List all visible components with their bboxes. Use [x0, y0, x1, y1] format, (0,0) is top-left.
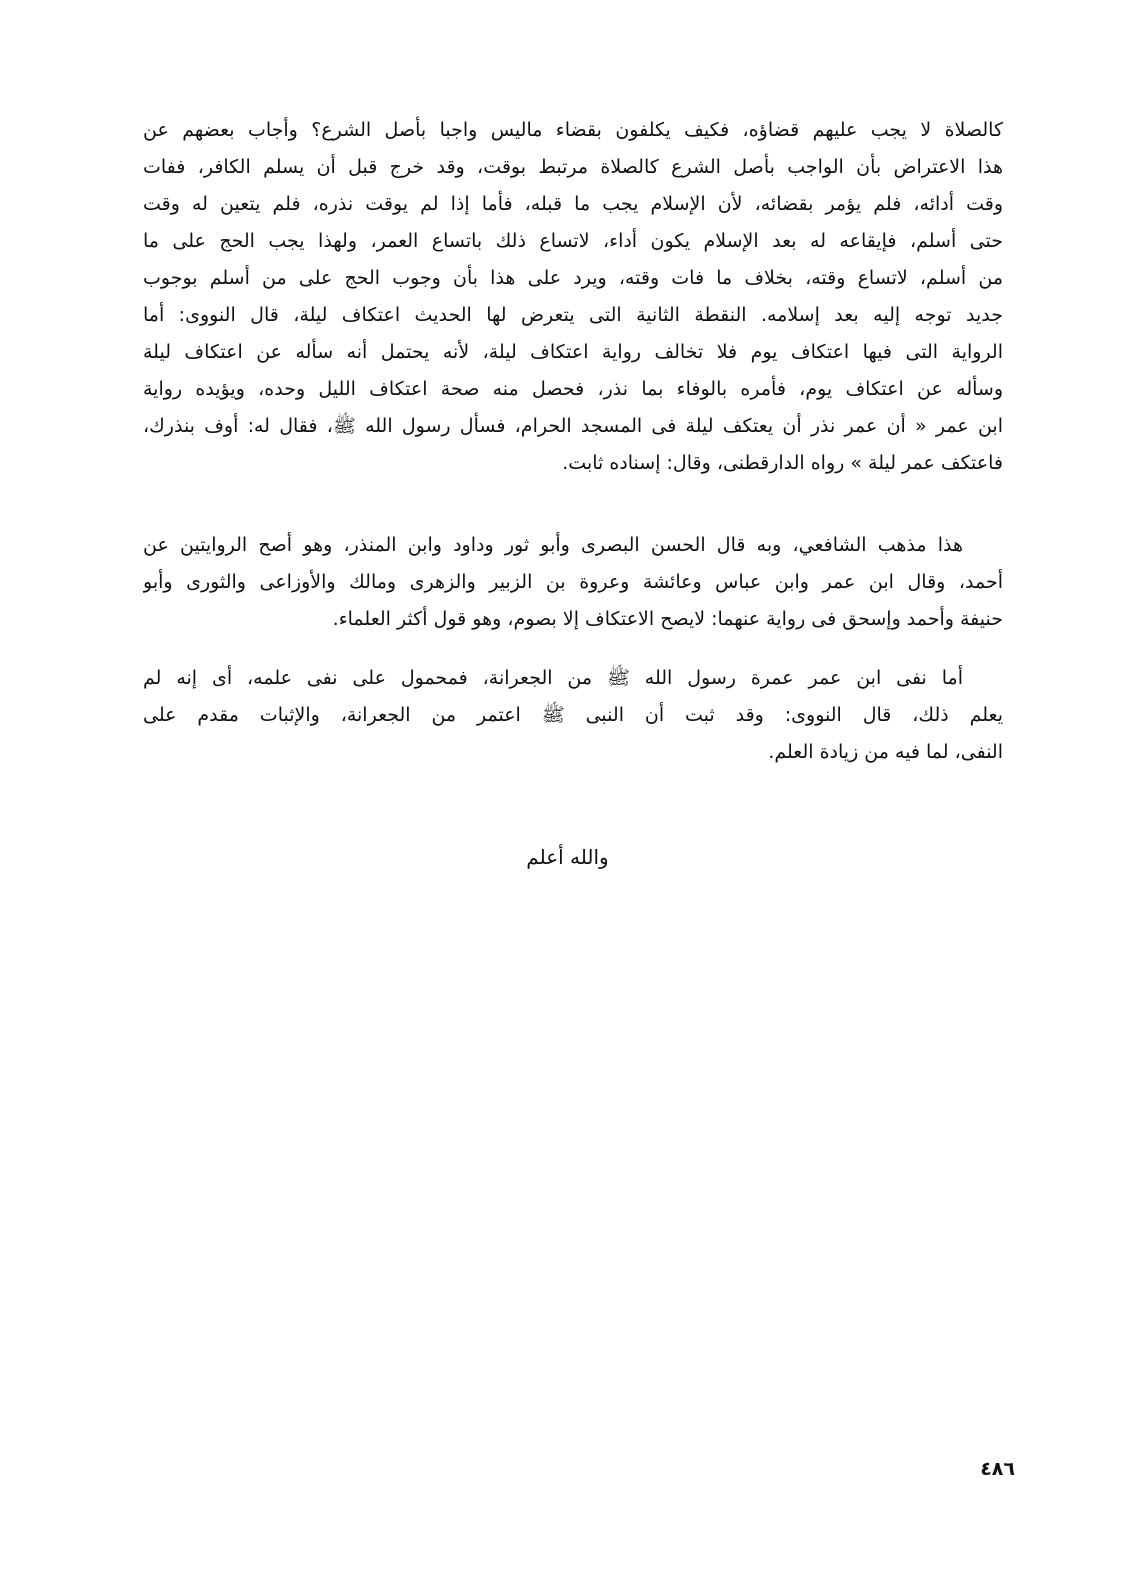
text-line: أما نفى ابن عمر عمرة رسول الله ﷺ من الجعرانة، فمحمول على نفى علمه، أى إنه لم	[143, 667, 963, 689]
text-line: ابن عمر « أن عمر نذر أن يعتكف ليلة فى المسجد الحرام، فسأل رسول الله ﷺ، فقال له: أوف بنذرك،	[143, 415, 1003, 437]
text-line: النفى، لما فيه من زيادة العلم.	[768, 741, 1003, 763]
text-line: يعلم ذلك، قال النووى: وقد ثبت أن النبى ﷺ اعتمر من الجعرانة، والإثبات مقدم على	[143, 704, 1003, 726]
text-line: أحمد، وقال ابن عمر وابن عباس وعائشة وعروة بن الزبير والزهرى ومالك والأوزاعى والثورى وأبو	[143, 571, 1003, 593]
closing-phrase: والله أعلم	[526, 845, 609, 869]
text-line: حتى أسلم، فإيقاعه له بعد الإسلام يكون أداء، لاتساع ذلك باتساع العمر، ولهذا يجب الحج على ما	[143, 230, 1003, 252]
text-line: هذا مذهب الشافعي، وبه قال الحسن البصرى وأبو ثور وداود وابن المنذر، وهو أصح الروايتين عن	[143, 534, 963, 556]
text-line: وسأله عن اعتكاف يوم، فأمره بالوفاء بما نذر، فحصل منه صحة اعتكاف الليل وحده، ويؤيده رواية	[143, 378, 1003, 400]
text-line: من أسلم، لاتساع وقته، بخلاف ما فات وقته، ويرد على هذا بأن وجوب الحج على من أسلم بوجوب	[143, 267, 1003, 289]
paragraph-2	[143, 527, 1003, 638]
text-line: هذا الاعتراض بأن الواجب بأصل الشرع كالصلاة مرتبط بوقت، وقد خرج قبل أن يسلم الكافر، ففات	[143, 156, 1003, 178]
page-number: ٤٨٦	[980, 1458, 1015, 1480]
text-line: وقت أدائه، فلم يؤمر بقضائه، لأن الإسلام يجب ما قبله، فأما إذا لم يوقت نذره، فلم يتعين له وقت	[143, 193, 1003, 215]
paragraph-3	[143, 660, 1003, 771]
text-line: جديد توجه إليه بعد إسلامه. النقطة الثانية التى يتعرض لها الحديث اعتكاف ليلة، قال النووى: أما	[143, 304, 1003, 326]
text-line: كالصلاة لا يجب عليهم قضاؤه، فكيف يكلفون بقضاء ماليس واجبا بأصل الشرع؟ وأجاب بعضهم عن	[143, 119, 1003, 141]
text-line: فاعتكف عمر ليلة » رواه الدارقطنى، وقال: إسناده ثابت.	[562, 452, 1003, 474]
paragraph-1	[143, 112, 1003, 482]
text-line: حنيفة وأحمد وإسحق فى رواية عنهما: لايصح الاعتكاف إلا بصوم، وهو قول أكثر العلماء.	[332, 608, 1003, 630]
text-line: الرواية التى فيها اعتكاف يوم فلا تخالف رواية اعتكاف ليلة، لأنه يحتمل أنه سأله عن اعتكاف ليلة	[143, 341, 1003, 363]
